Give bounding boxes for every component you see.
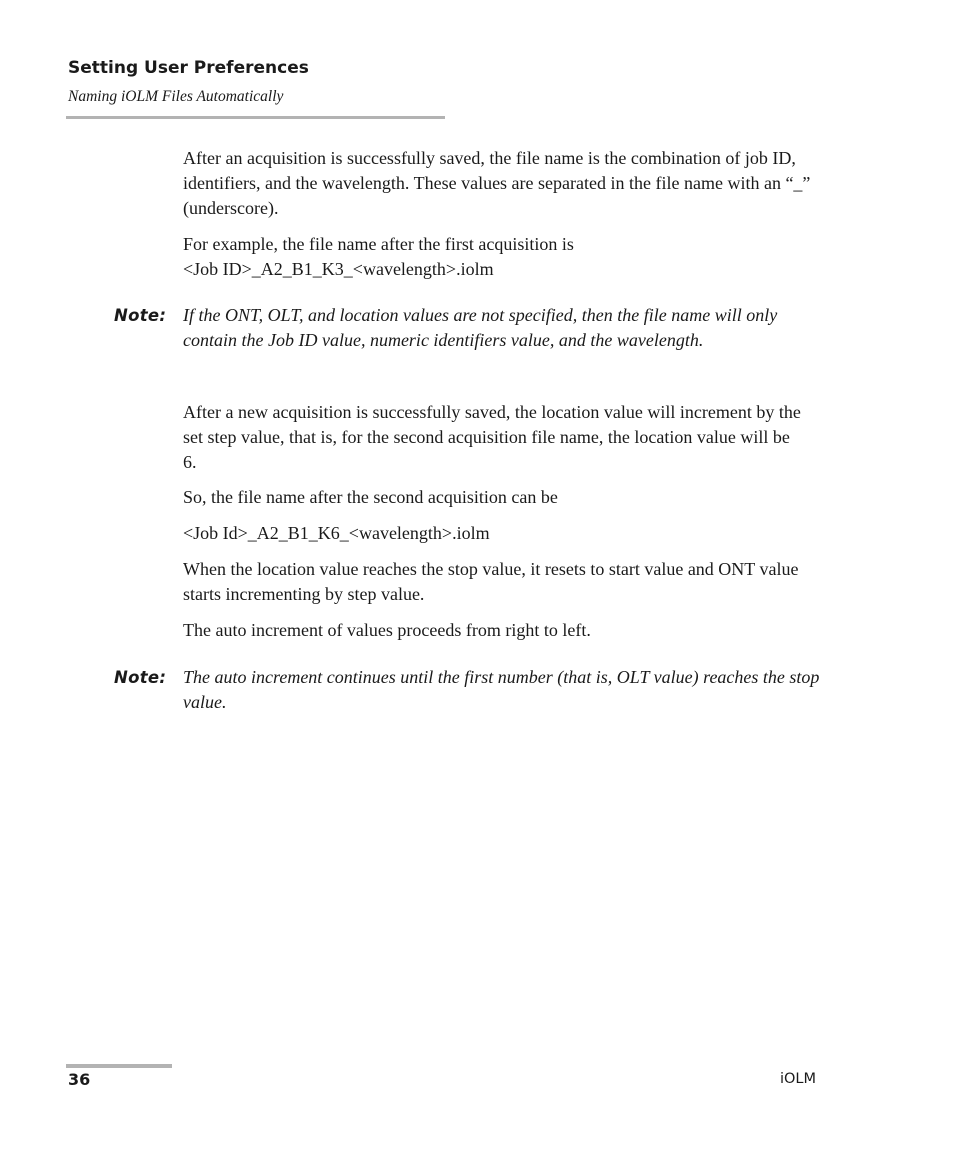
- note-label-1: Note:: [114, 306, 167, 325]
- note-text-1: If the ONT, OLT, and location values are not specified, then the file name will only contain the Job ID value, numeric identifiers value, and the wavelength.: [183, 305, 778, 350]
- paragraph-example-first-acquisition: [183, 232, 823, 282]
- header-divider: [66, 116, 445, 119]
- note-text-2: The auto increment continues until the first number (that is, OLT value) reaches the stop value.: [183, 667, 820, 712]
- paragraph-stop-value: When the location value reaches the stop value, it resets to start value and ONT value starts incrementing by step value.: [183, 559, 799, 604]
- paragraph-second-acquisition: So, the file name after the second acquisition can be: [183, 487, 558, 507]
- example-file-name-2: <Job Id>_A2_B1_K6_<wavelength>.iolm: [183, 523, 490, 543]
- example-file-name-1: <Job ID>_A2_B1_K3_<wavelength>.iolm: [183, 259, 494, 279]
- example-intro: For example, the file name after the first acquisition is: [183, 234, 574, 254]
- page-number: 36: [68, 1070, 91, 1089]
- paragraph-right-to-left: The auto increment of values proceeds from right to left.: [183, 620, 591, 640]
- product-name: iOLM: [779, 1071, 816, 1087]
- section-title: Setting User Preferences: [68, 58, 309, 78]
- footer-divider: [66, 1064, 172, 1068]
- note-label-2: Note:: [114, 668, 167, 687]
- subsection-title: Naming iOLM Files Automatically: [68, 88, 284, 105]
- paragraph-file-name-combination: After an acquisition is successfully saved, the file name is the combination of job ID, identifiers, and the wavelength. These values are separated in the file name with an “_” (underscore).: [183, 148, 811, 218]
- paragraph-location-increment: After a new acquisition is successfully saved, the location value will increment by the set step value, that is, for the second acquisition file name, the location value will be 6.: [183, 402, 801, 472]
